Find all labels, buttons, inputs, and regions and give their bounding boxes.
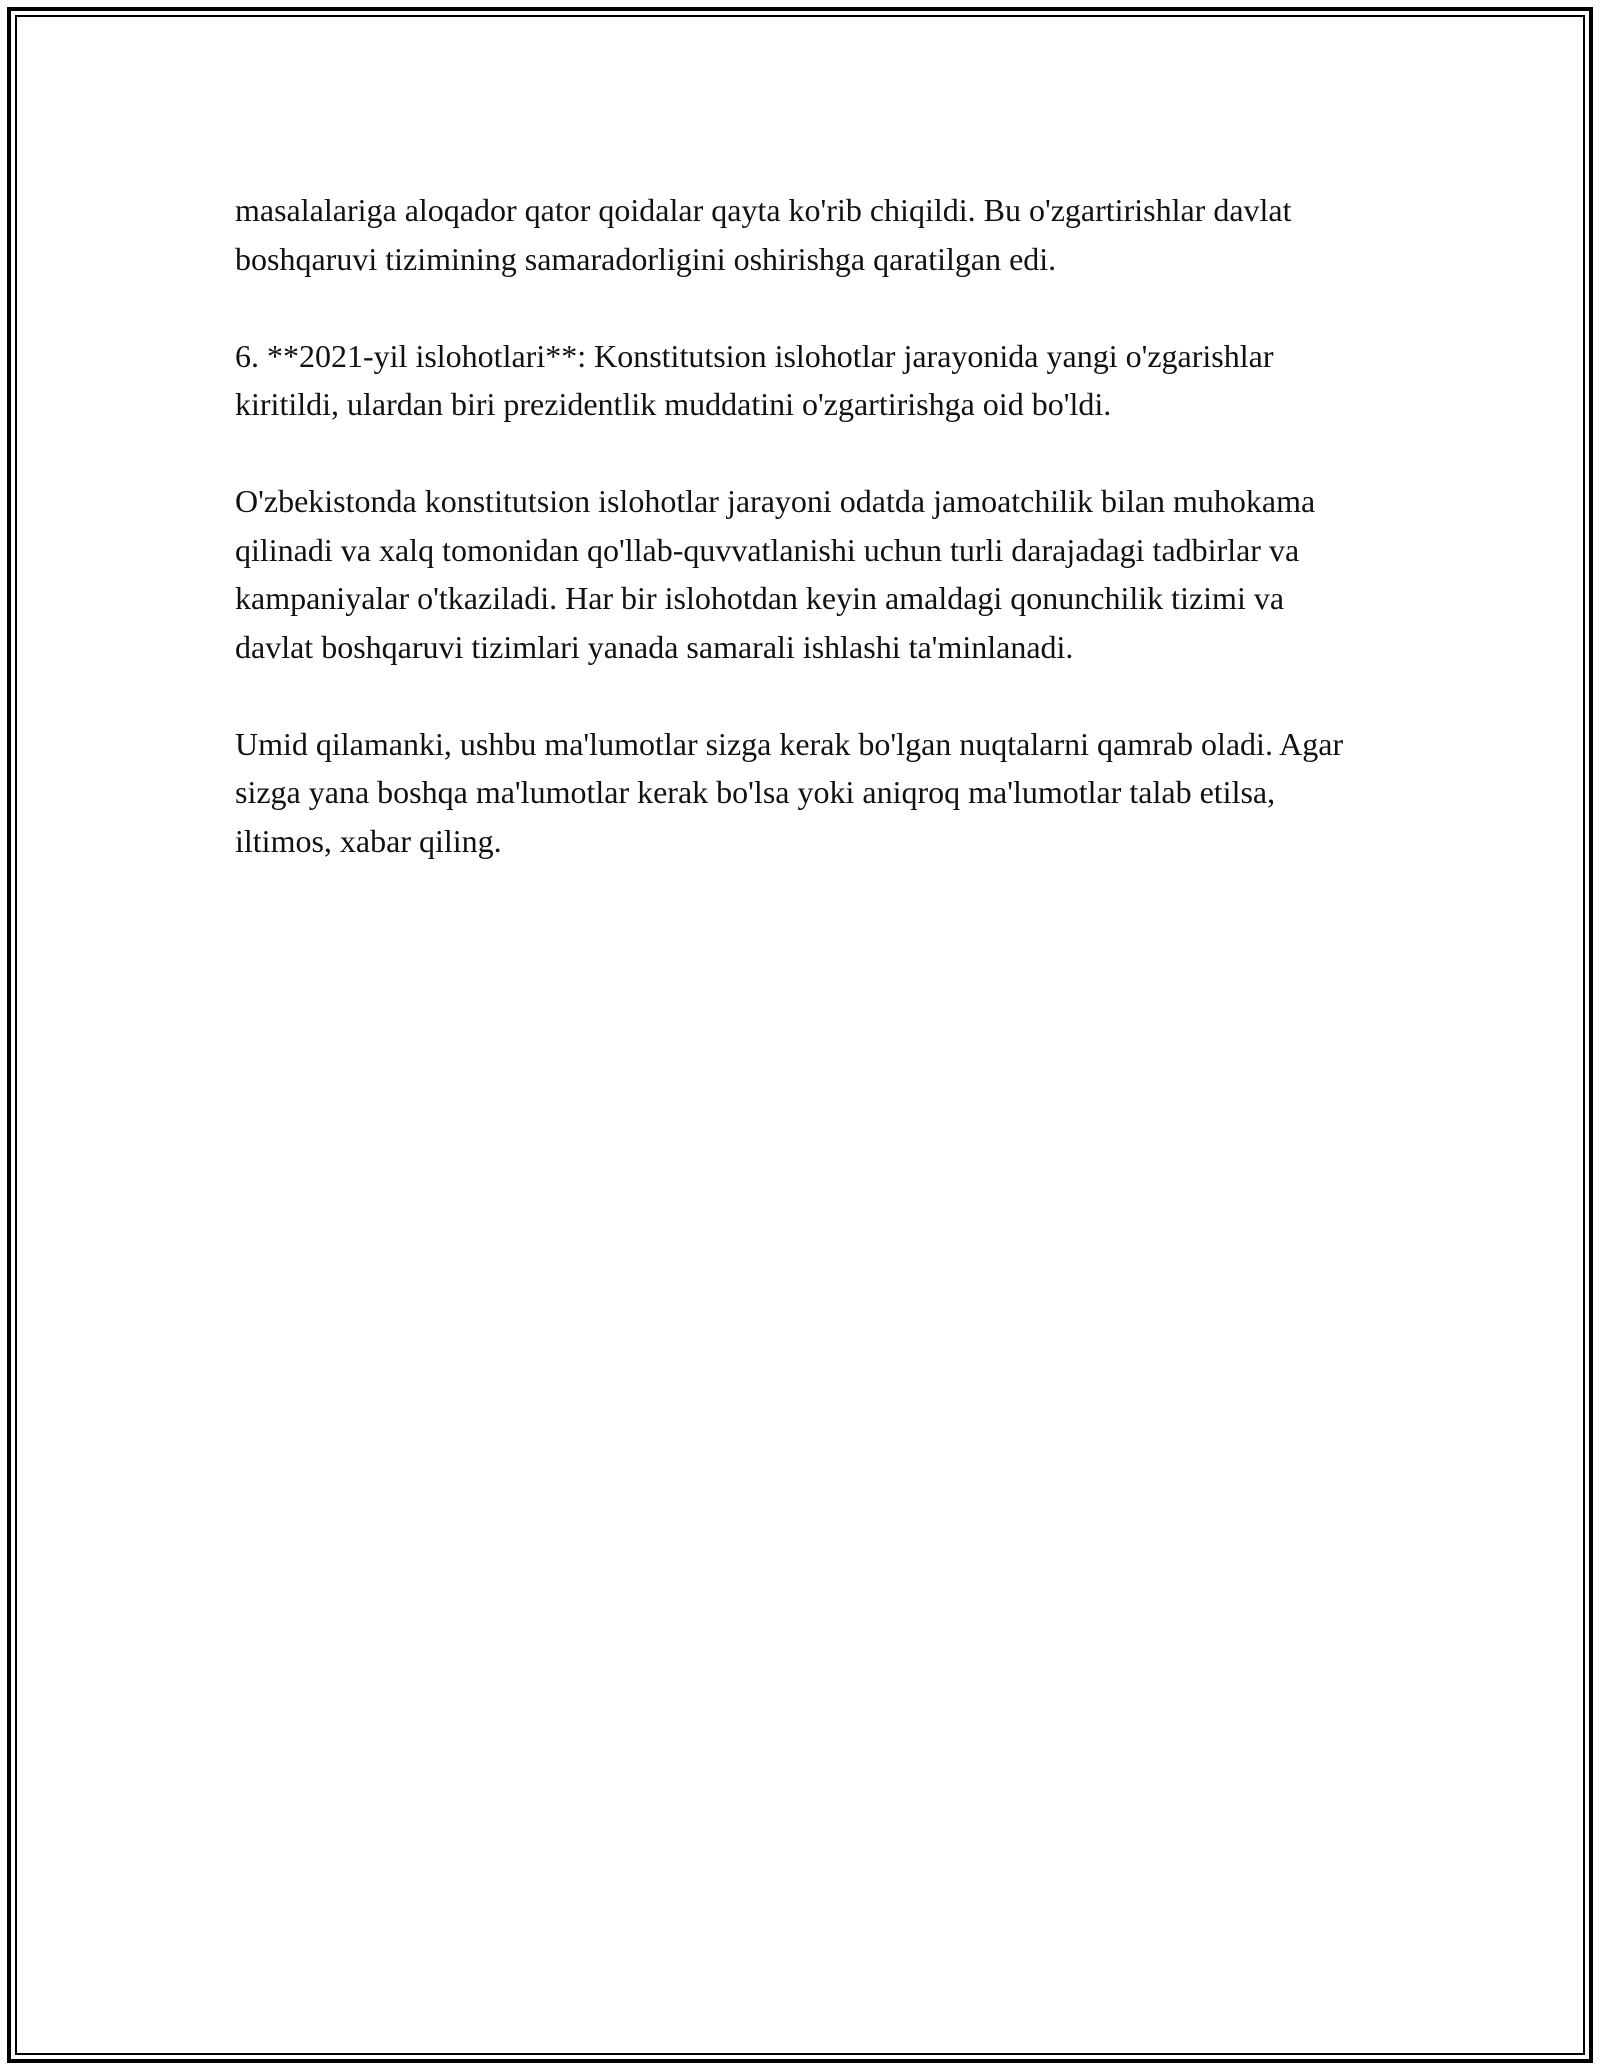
- paragraph-closing: Umid qilamanki, ushbu ma'lumotlar sizga kerak bo'lgan nuqtalarni qamrab oladi. Agar sizga yana boshqa ma'lumotlar kerak bo'lsa yoki aniqroq ma'lumotlar talab etilsa, iltimos, xabar qiling.: [235, 725, 1344, 859]
- paragraph-continuation: masalalariga aloqador qator qoidalar qayta ko'rib chiqildi. Bu o'zgartirishlar davlat boshqaruvi tizimining samaradorligini oshirishga qaratilgan edi.: [235, 192, 1292, 277]
- paragraph-summary: O'zbekistonda konstitutsion islohotlar jarayoni odatda jamoatchilik bilan muhokama qilinadi va xalq tomonidan qo'llab-quvvatlanishi uchun turli darajadagi tadbirlar va kampaniyalar o'tkaziladi. Har bir islohotdan keyin amaldagi qonunchilik tizimi va davlat boshqaruvi tizimlari yanada samarali ishlashi ta'minlanadi.: [235, 483, 1316, 665]
- paragraph-list-item-6: 6. **2021-yil islohotlari**: Konstitutsion islohotlar jarayonida yangi o'zgarishlar kiritildi, ulardan biri prezidentlik muddatini o'zgartirishga oid bo'ldi.: [235, 337, 1274, 422]
- document-body: [235, 186, 1365, 914]
